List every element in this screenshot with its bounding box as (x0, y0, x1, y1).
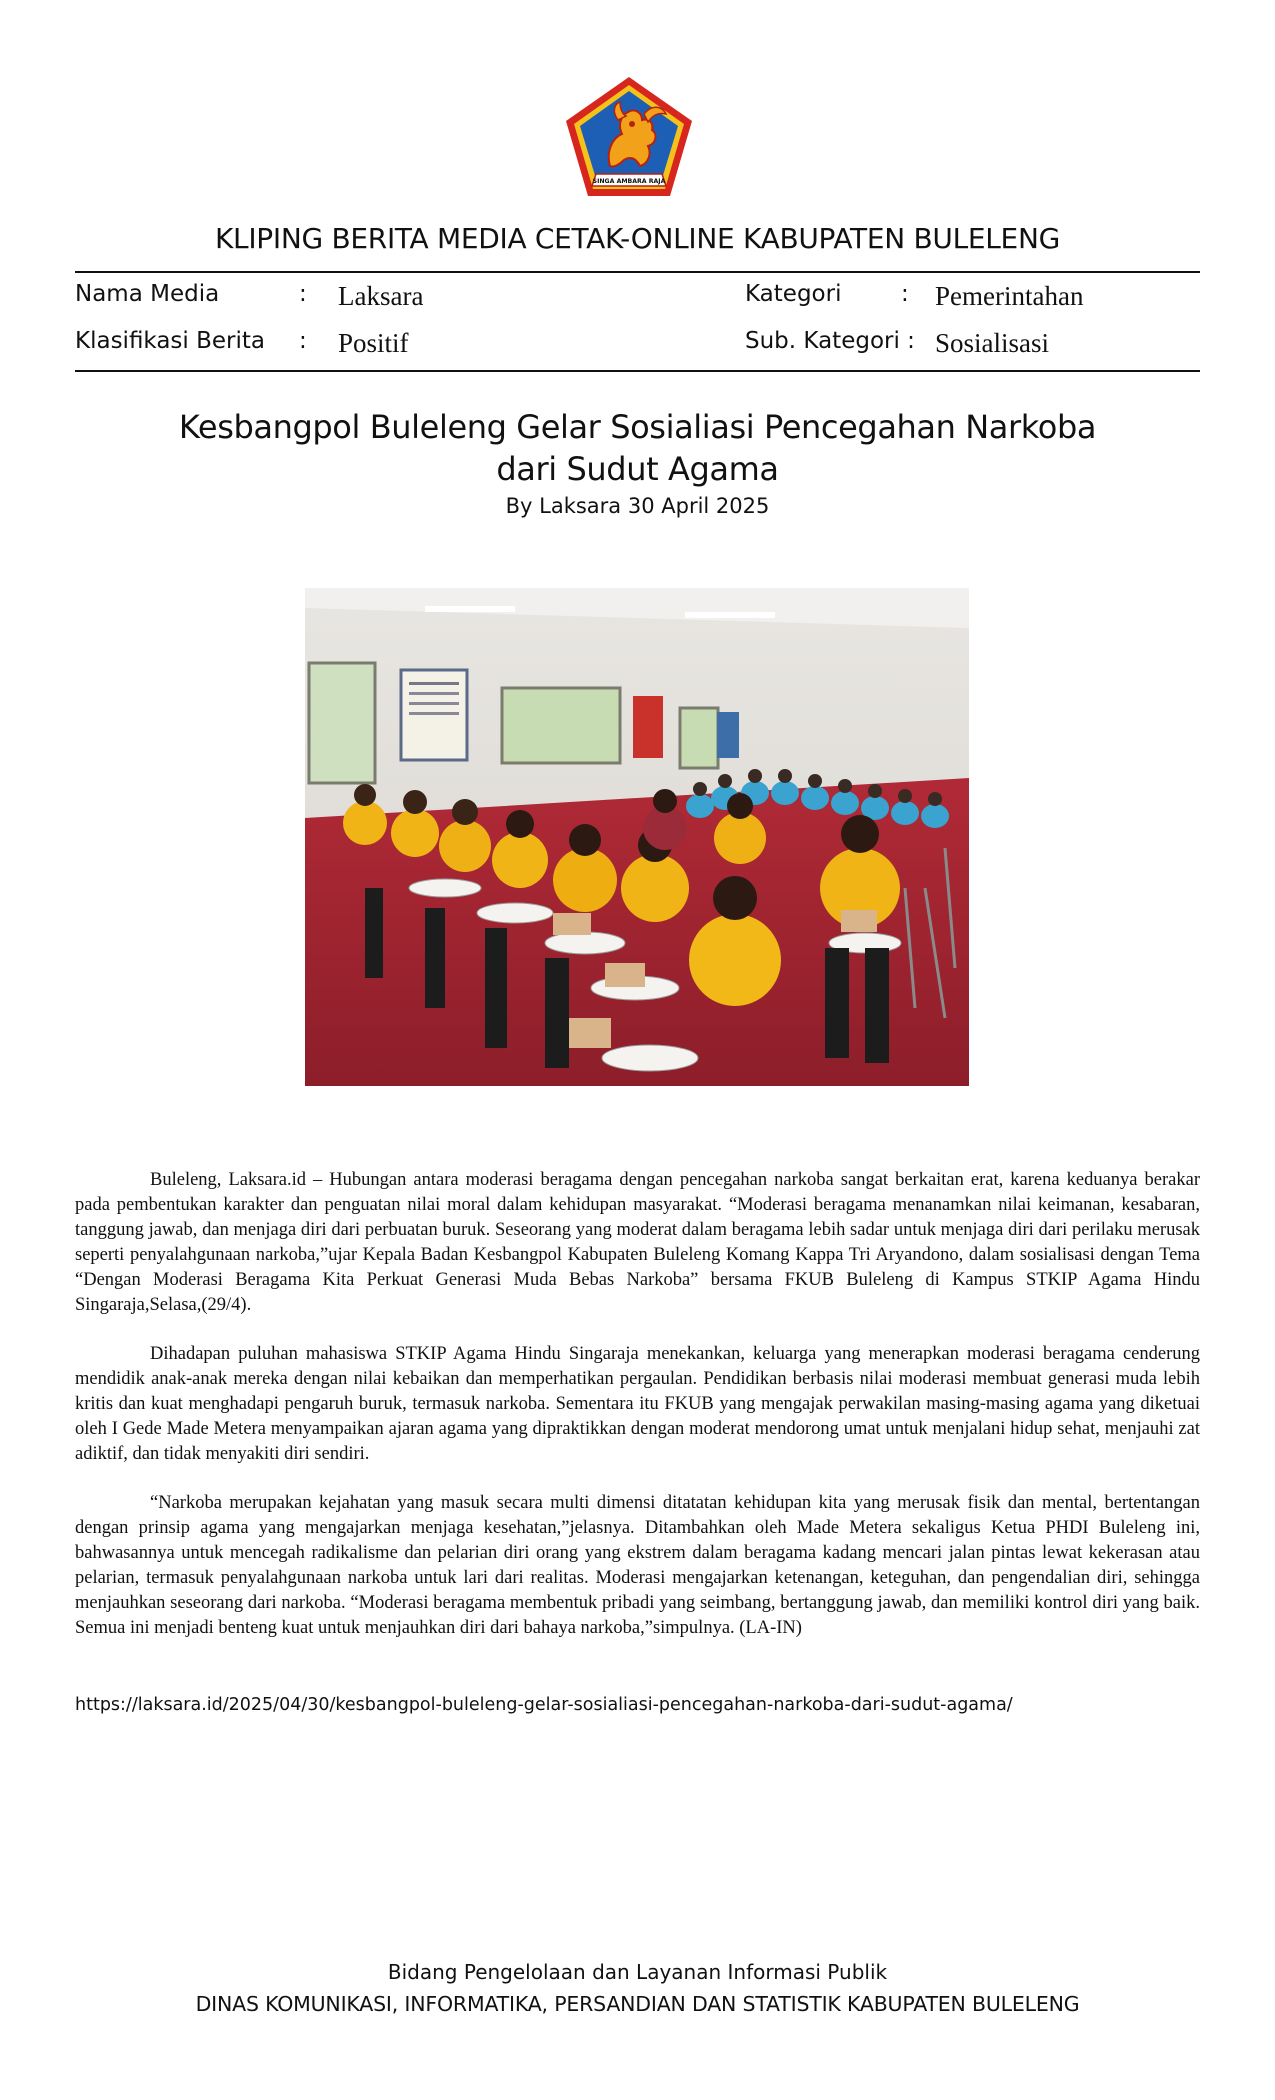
klasifikasi-label: Klasifikasi Berita (75, 328, 266, 354)
nama-media-colon: : (299, 281, 307, 307)
sub-kategori-value: Sosialisasi (935, 328, 1050, 358)
headline-line-2: dari Sudut Agama (496, 450, 779, 488)
article-paragraph: Buleleng, Laksara.id – Hubungan antara moderasi beragama dengan pencegahan narkoba sangat berkaitan erat, karena keduanya berakar pada pembentukan karakter dan penguatan nilai moral dalam kehidupan masyarakat. “Moderasi beragama menanamkan nilai keimanan, kesabaran, tanggung jawab, dan menjaga diri dari perbuatan buruk. Seseorang yang moderat dalam beragama lebih sadar untuk menjaga diri dari perilaku merusak seperti penyalahgunaan narkoba,”ujar Kepala Badan Kesbangpol Kabupaten Buleleng Komang Kappa Tri Aryandono, dalam sosialisasi dengan Tema “Dengan Moderasi Beragama Kita Perkuat Generasi Muda Bebas Narkoba” bersama FKUB Buleleng di Kampus STKIP Agama Hindu Singaraja,Selasa,(29/4). (75, 1170, 1200, 1315)
article-paragraph: Dihadapan puluhan mahasiswa STKIP Agama Hindu Singaraja menekankan, keluarga yang menerapkan moderasi beragama cenderung mendidik anak-anak mereka dengan nilai kebaikan dan memperhatikan pergaulan. Pendidikan berbasis nilai moderasi membuat generasi muda lebih kritis dan kuat menghadapi pengaruh buruk, termasuk narkoba. Sementara itu FKUB yang mengajak perwakilan masing-masing agama yang diketuai oleh I Gede Made Metera menyampaikan ajaran agama yang dipraktikkan dengan moderat mendorong umat untuk menjalani hidup sehat, menjauhi zat adiktif, dan tidak menyakiti diri sendiri. (75, 1344, 1200, 1464)
kategori-label: Kategori (745, 281, 842, 307)
emblem-caption: SINGA AMBARA RAJA (592, 178, 666, 185)
classroom-students-photo (305, 588, 969, 1086)
buleleng-emblem-icon (562, 74, 696, 200)
article-headline (75, 406, 1200, 490)
article-body (75, 1168, 1200, 1665)
klasifikasi-colon: : (299, 328, 307, 354)
source-link[interactable]: https://laksara.id/2025/04/30/kesbangpol-buleleng-gelar-sosialiasi-pencegahan-narkoba-dari-sudut-agama/ (75, 1695, 1013, 1715)
sub-kategori-label: Sub. Kategori : (745, 328, 915, 354)
kategori-colon: : (901, 281, 909, 307)
article-paragraph: “Narkoba merupakan kejahatan yang masuk secara multi dimensi ditatatan kehidupan kita yang merusak fisik dan mental, bertentangan dengan prinsip agama yang mengajarkan menjaga kesehatan,”jelasnya. Ditambahkan oleh Made Metera sekaligus Ketua PHDI Buleleng ini, bahwasannya untuk mencegah radikalisme dan pelarian diri orang yang ekstrem dalam beragama kadang mencari jalan pintas lewat kekerasan atau pelarian, termasuk penyalahgunaan narkoba untuk lari dari realitas. Moderasi mengajarkan ketenangan, keteguhan, dan pengendalian diri, sehingga menjauhkan seseorang dari narkoba. “Moderasi beragama membentuk pribadi yang seimbang, bertanggung jawab, dan memiliki kontrol diri yang baik. Semua ini menjadi benteng kuat untuk menjauhkan diri dari bahaya narkoba,”simpulnya. (LA-IN) (75, 1493, 1200, 1638)
kategori-value: Pemerintahan (935, 281, 1084, 311)
headline-line-1: Kesbangpol Buleleng Gelar Sosialiasi Pencegahan Narkoba (178, 408, 1097, 446)
masthead-title: KLIPING BERITA MEDIA CETAK-ONLINE KABUPATEN BULELENG (214, 222, 1060, 255)
nama-media-label: Nama Media (75, 281, 220, 307)
footer-department: Bidang Pengelolaan dan Layanan Informasi Publik (387, 1960, 888, 1984)
footer-agency: DINAS KOMUNIKASI, INFORMATIKA, PERSANDIAN DAN STATISTIK KABUPATEN BULELENG (195, 1992, 1080, 2016)
article-byline: By Laksara 30 April 2025 (505, 494, 770, 518)
header-bottom-rule (75, 370, 1200, 372)
klasifikasi-value: Positif (338, 328, 409, 358)
header-top-rule (75, 271, 1200, 273)
nama-media-value: Laksara (338, 281, 424, 311)
